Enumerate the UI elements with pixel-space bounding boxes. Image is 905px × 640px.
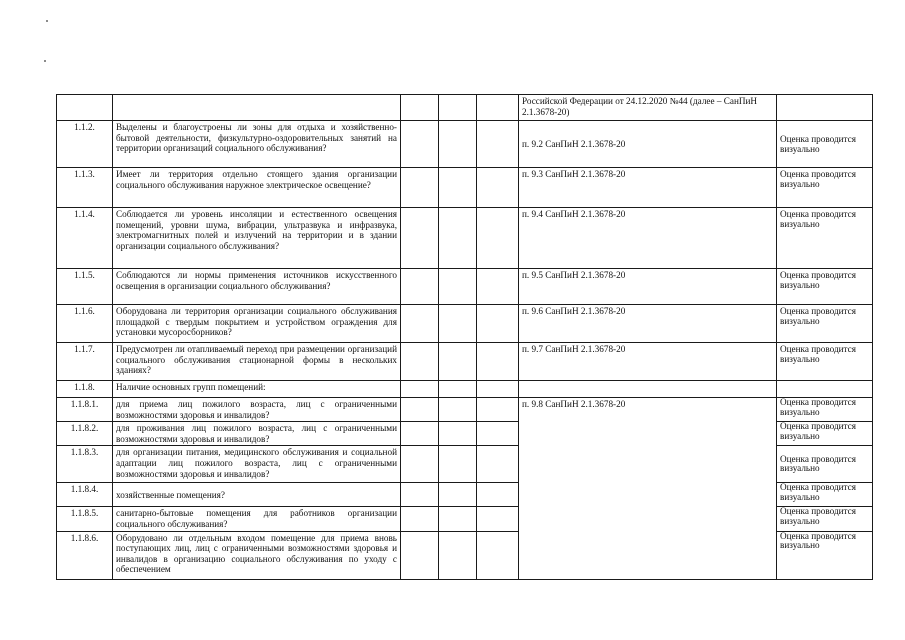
group-reference-cell: п. 9.8 СанПиН 2.1.3678-20 (519, 398, 777, 580)
note-cell: Оценка проводится визуально (777, 269, 873, 305)
answer-na-cell (477, 121, 519, 168)
answer-yes-cell (401, 483, 439, 507)
answer-na-cell (477, 446, 519, 483)
question-cell: Оборудовано ли отдельным входом помещение для приема вновь поступающих лиц, лиц с ограниченными возможностями здоровья и инвалидов в организацию социального обслуживания по уходу с обеспечением (113, 531, 401, 579)
table-row (57, 305, 873, 343)
question-cell: хозяйственные помещения? (113, 483, 401, 507)
answer-yes-cell (401, 168, 439, 208)
question-cell: Соблюдается ли уровень инсоляции и естественного освещения помещений, уровни шума, вибрации, ультразвука и инфразвука, электромагнитных полей и излучений на территории и в здании организации социального обслуживания? (113, 208, 401, 269)
answer-no-cell (439, 305, 477, 343)
answer-no-cell (439, 343, 477, 381)
answer-na-cell (477, 531, 519, 579)
answer-no-cell (439, 531, 477, 579)
answer-na-cell (477, 343, 519, 381)
question-cell: Соблюдаются ли нормы применения источников искусственного освещения в организации социального обслуживания? (113, 269, 401, 305)
note-cell: Оценка проводится визуально (777, 208, 873, 269)
question-cell: Имеет ли территория отдельно стоящего здания организации социального обслуживания наружное электрическое освещение? (113, 168, 401, 208)
row-number-cell: 1.1.5. (57, 269, 113, 305)
table-row (57, 343, 873, 381)
note-cell (777, 95, 873, 121)
table-row (57, 121, 873, 168)
answer-na-cell (477, 398, 519, 422)
answer-no-cell (439, 269, 477, 305)
question-cell: Предусмотрен ли отапливаемый переход при размещении организаций социального обслуживания стационарной формы в нескольких зданиях? (113, 343, 401, 381)
answer-yes-cell (401, 398, 439, 422)
answer-no-cell (439, 422, 477, 446)
answer-na-cell (477, 422, 519, 446)
row-number-cell: 1.1.7. (57, 343, 113, 381)
answer-na-cell (477, 483, 519, 507)
answer-no-cell (439, 507, 477, 531)
answer-yes-cell (401, 531, 439, 579)
note-cell (777, 381, 873, 398)
scan-speck (44, 60, 46, 62)
reference-cell: п. 9.2 СанПиН 2.1.3678-20 (519, 121, 777, 168)
table-row (57, 269, 873, 305)
note-cell: Оценка проводится визуально (777, 531, 873, 579)
scan-speck (46, 20, 48, 22)
question-cell: Оборудована ли территория организации социального обслуживания площадкой с твердым покрытием и устройством ограждения для установки мусоросборников? (113, 305, 401, 343)
answer-yes-cell (401, 269, 439, 305)
answer-no-cell (439, 398, 477, 422)
reference-cell: п. 9.6 СанПиН 2.1.3678-20 (519, 305, 777, 343)
answer-na-cell (477, 168, 519, 208)
question-cell: санитарно-бытовые помещения для работников организации социального обслуживания? (113, 507, 401, 531)
answer-na-cell (477, 305, 519, 343)
note-cell: Оценка проводится визуально (777, 507, 873, 531)
row-number-cell: 1.1.6. (57, 305, 113, 343)
answer-yes-cell (401, 381, 439, 398)
answer-na-cell (477, 95, 519, 121)
answer-yes-cell (401, 95, 439, 121)
answer-yes-cell (401, 507, 439, 531)
note-cell: Оценка проводится визуально (777, 398, 873, 422)
answer-yes-cell (401, 343, 439, 381)
row-number-cell: 1.1.3. (57, 168, 113, 208)
answer-yes-cell (401, 446, 439, 483)
reference-cell: п. 9.4 СанПиН 2.1.3678-20 (519, 208, 777, 269)
reference-cell: п. 9.7 СанПиН 2.1.3678-20 (519, 343, 777, 381)
reference-cell: п. 9.5 СанПиН 2.1.3678-20 (519, 269, 777, 305)
question-cell (113, 95, 401, 121)
question-cell: для организации питания, медицинского обслуживания и социальной адаптации лиц пожилого возраста, лиц с ограниченными возможностями здоровья и инвалидов? (113, 446, 401, 483)
reference-cell: Российской Федерации от 24.12.2020 №44 (далее – СанПиН 2.1.3678-20) (519, 95, 777, 121)
row-number-cell: 1.1.8.2. (57, 422, 113, 446)
row-number-cell: 1.1.8.5. (57, 507, 113, 531)
row-number-cell: 1.1.8.1. (57, 398, 113, 422)
row-number-cell: 1.1.4. (57, 208, 113, 269)
note-cell: Оценка проводится визуально (777, 168, 873, 208)
reference-cell (519, 381, 777, 398)
table-row (57, 398, 873, 422)
note-cell: Оценка проводится визуально (777, 305, 873, 343)
note-cell: Оценка проводится визуально (777, 121, 873, 168)
answer-na-cell (477, 381, 519, 398)
answer-no-cell (439, 208, 477, 269)
answer-yes-cell (401, 121, 439, 168)
note-cell: Оценка проводится визуально (777, 343, 873, 381)
answer-yes-cell (401, 208, 439, 269)
answer-yes-cell (401, 305, 439, 343)
table-row (57, 168, 873, 208)
row-number-cell: 1.1.8.6. (57, 531, 113, 579)
answer-no-cell (439, 95, 477, 121)
reference-cell: п. 9.3 СанПиН 2.1.3678-20 (519, 168, 777, 208)
answer-na-cell (477, 208, 519, 269)
note-cell: Оценка проводится визуально (777, 446, 873, 483)
table-row (57, 208, 873, 269)
row-number-cell: 1.1.8. (57, 381, 113, 398)
answer-na-cell (477, 269, 519, 305)
answer-no-cell (439, 483, 477, 507)
row-number-cell: 1.1.2. (57, 121, 113, 168)
answer-no-cell (439, 446, 477, 483)
question-cell: Наличие основных групп помещений: (113, 381, 401, 398)
note-cell: Оценка проводится визуально (777, 422, 873, 446)
table-row (57, 381, 873, 398)
answer-yes-cell (401, 422, 439, 446)
checklist-table (56, 94, 873, 580)
answer-no-cell (439, 121, 477, 168)
table-row (57, 95, 873, 121)
answer-no-cell (439, 381, 477, 398)
answer-na-cell (477, 507, 519, 531)
row-number-cell: 1.1.8.3. (57, 446, 113, 483)
answer-no-cell (439, 168, 477, 208)
row-number-cell: 1.1.8.4. (57, 483, 113, 507)
note-cell: Оценка проводится визуально (777, 483, 873, 507)
question-cell: Выделены и благоустроены ли зоны для отдыха и хозяйственно-бытовой деятельности, физкультурно-оздоровительных занятий на территории организаций социального обслуживания? (113, 121, 401, 168)
row-number-cell (57, 95, 113, 121)
question-cell: для приема лиц пожилого возраста, лиц с ограниченными возможностями здоровья и инвалидов? (113, 398, 401, 422)
question-cell: для проживания лиц пожилого возраста, лиц с ограниченными возможностями здоровья и инвалидов? (113, 422, 401, 446)
